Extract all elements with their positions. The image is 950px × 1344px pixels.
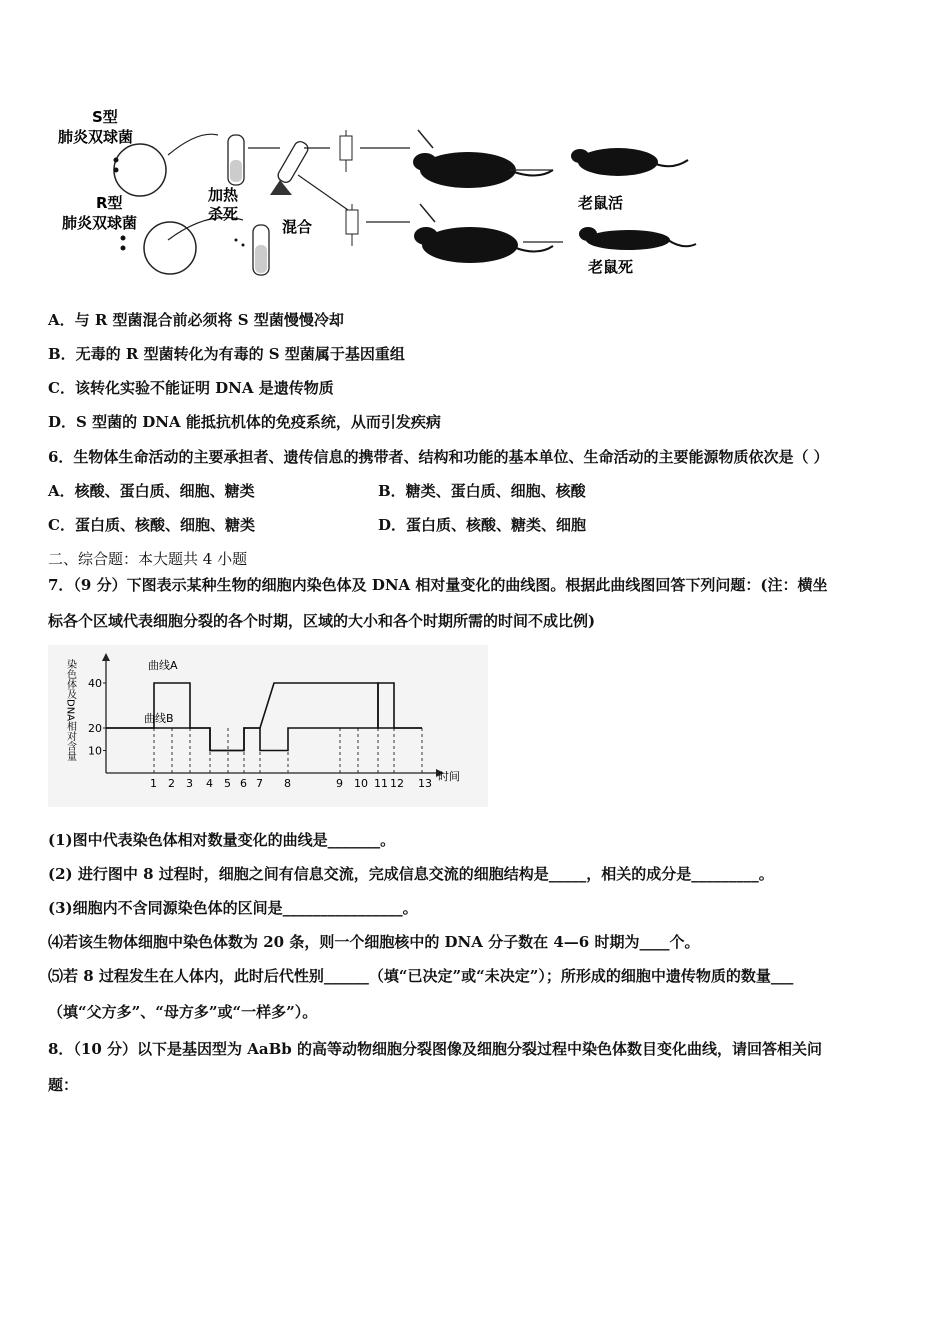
test-tube-liquid bbox=[255, 245, 267, 273]
syringe bbox=[340, 130, 352, 172]
x-tick-label: 6 bbox=[240, 777, 247, 790]
transformation-experiment-figure bbox=[48, 100, 698, 285]
curve-b-label: 曲线B bbox=[144, 712, 174, 725]
x-tick-label: 11 bbox=[374, 777, 388, 790]
y-axis-label: 染色体及DNA相对含量 bbox=[64, 659, 76, 762]
mouse-dead-label: 老鼠死 bbox=[588, 258, 634, 276]
test-tube-liquid bbox=[230, 160, 242, 182]
chromosome-dna-chart bbox=[48, 645, 488, 807]
x-tick-label: 1 bbox=[150, 777, 157, 790]
r-type-dish bbox=[144, 222, 196, 274]
r-dot bbox=[235, 239, 238, 242]
q5-option-a: A．与 R 型菌混合前必须将 S 型菌慢慢冷却 bbox=[48, 311, 344, 329]
q6-option-c: C．蛋白质、核酸、细胞、糖类 bbox=[48, 516, 255, 534]
x-tick-label: 8 bbox=[284, 777, 291, 790]
mouse-alive-label: 老鼠活 bbox=[578, 194, 624, 212]
s-type-label: S型 bbox=[92, 108, 118, 126]
section-heading: 二、综合题：本大题共 4 小题 bbox=[48, 550, 248, 568]
r-type-label: R型 bbox=[96, 194, 123, 212]
y-tick-label: 10 bbox=[88, 744, 102, 758]
x-tick-label: 13 bbox=[418, 777, 432, 790]
s-type-name: 肺炎双球菌 bbox=[58, 128, 134, 146]
q8-stem-line1: 8．（10 分）以下是基因型为 AaBb 的高等动物细胞分裂图像及细胞分裂过程中染色体数目变化曲线，请回答相关问 bbox=[48, 1040, 823, 1058]
q7-stem-line2: 标各个区域代表细胞分裂的各个时期，区域的大小和各个时期所需的时间不成比例) bbox=[48, 612, 596, 630]
x-tick-label: 3 bbox=[186, 777, 193, 790]
q5-option-b: B．无毒的 R 型菌转化为有毒的 S 型菌属于基因重组 bbox=[48, 345, 405, 363]
mix-label: 混合 bbox=[282, 218, 313, 236]
curve-a-label: 曲线A bbox=[148, 659, 178, 672]
q8-stem-line2: 题： bbox=[48, 1076, 79, 1094]
x-tick-label: 10 bbox=[354, 777, 368, 790]
q7-sub2: (2) 进行图中 8 过程时，细胞之间有信息交流，完成信息交流的细胞结构是_____，相关的成分是_________。 bbox=[48, 865, 774, 883]
heat-kill-label-1: 加热 bbox=[208, 186, 239, 204]
q7-stem-line1: 7．（9 分）下图表示某种生物的细胞内染色体及 DNA 相对量变化的曲线图。根据此曲线图回答下列问题：(注：横坐 bbox=[48, 576, 828, 594]
q6-option-a: A．核酸、蛋白质、细胞、糖类 bbox=[48, 482, 255, 500]
x-tick-label: 9 bbox=[336, 777, 343, 790]
y-tick-label: 20 bbox=[88, 722, 102, 735]
y-tick-label: 40 bbox=[88, 677, 102, 690]
q7-sub3: (3)细胞内不含同源染色体的区间是________________。 bbox=[48, 899, 418, 917]
r-type-dot bbox=[121, 246, 126, 251]
arrow bbox=[168, 134, 218, 155]
r-dot bbox=[242, 244, 245, 247]
mouse-dead bbox=[579, 227, 696, 250]
q6-option-b: B．糖类、蛋白质、细胞、核酸 bbox=[378, 482, 586, 500]
q6-stem: 6．生物体生命活动的主要承担者、遗传信息的携带者、结构和功能的基本单位、生命活动的主要能源物质依次是（ ） bbox=[48, 448, 829, 466]
q7-sub5-line1: ⑸若 8 过程发生在人体内，此时后代性别______（填“已决定”或“未决定”）；所形成的细胞中遗传物质的数量___ bbox=[48, 967, 794, 985]
r-type-name: 肺炎双球菌 bbox=[62, 214, 138, 232]
mouse-silhouette bbox=[413, 130, 553, 188]
s-type-dot bbox=[114, 168, 119, 173]
x-axis-label: 时间 bbox=[438, 770, 460, 783]
s-type-dot bbox=[114, 158, 119, 163]
syringe bbox=[346, 204, 358, 246]
x-tick-label: 5 bbox=[224, 777, 231, 790]
q7-sub4: ⑷若该生物体细胞中染色体数为 20 条，则一个细胞核中的 DNA 分子数在 4—6 时期为____个。 bbox=[48, 933, 700, 951]
x-tick-label: 2 bbox=[168, 777, 175, 790]
x-tick-label: 4 bbox=[206, 777, 213, 790]
q6-option-d: D．蛋白质、核酸、糖类、细胞 bbox=[378, 516, 587, 534]
x-tick-label: 12 bbox=[390, 777, 404, 790]
x-tick-label: 7 bbox=[256, 777, 263, 790]
q5-option-d: D．S 型菌的 DNA 能抵抗机体的免疫系统，从而引发疾病 bbox=[48, 413, 441, 431]
heat-kill-label-2: 杀死 bbox=[208, 205, 239, 223]
q5-option-c: C．该转化实验不能证明 DNA 是遗传物质 bbox=[48, 379, 334, 397]
arrow bbox=[298, 175, 348, 210]
q7-sub5-line2: （填“父方多”、“母方多”或“一样多”）。 bbox=[48, 1003, 318, 1021]
mouse-silhouette bbox=[414, 204, 553, 263]
mouse-alive bbox=[571, 148, 688, 176]
q7-sub1: (1)图中代表染色体相对数量变化的曲线是_______。 bbox=[48, 831, 396, 849]
s-type-dish bbox=[114, 144, 166, 196]
tilted-tube bbox=[276, 139, 310, 184]
r-type-dot bbox=[121, 236, 126, 241]
